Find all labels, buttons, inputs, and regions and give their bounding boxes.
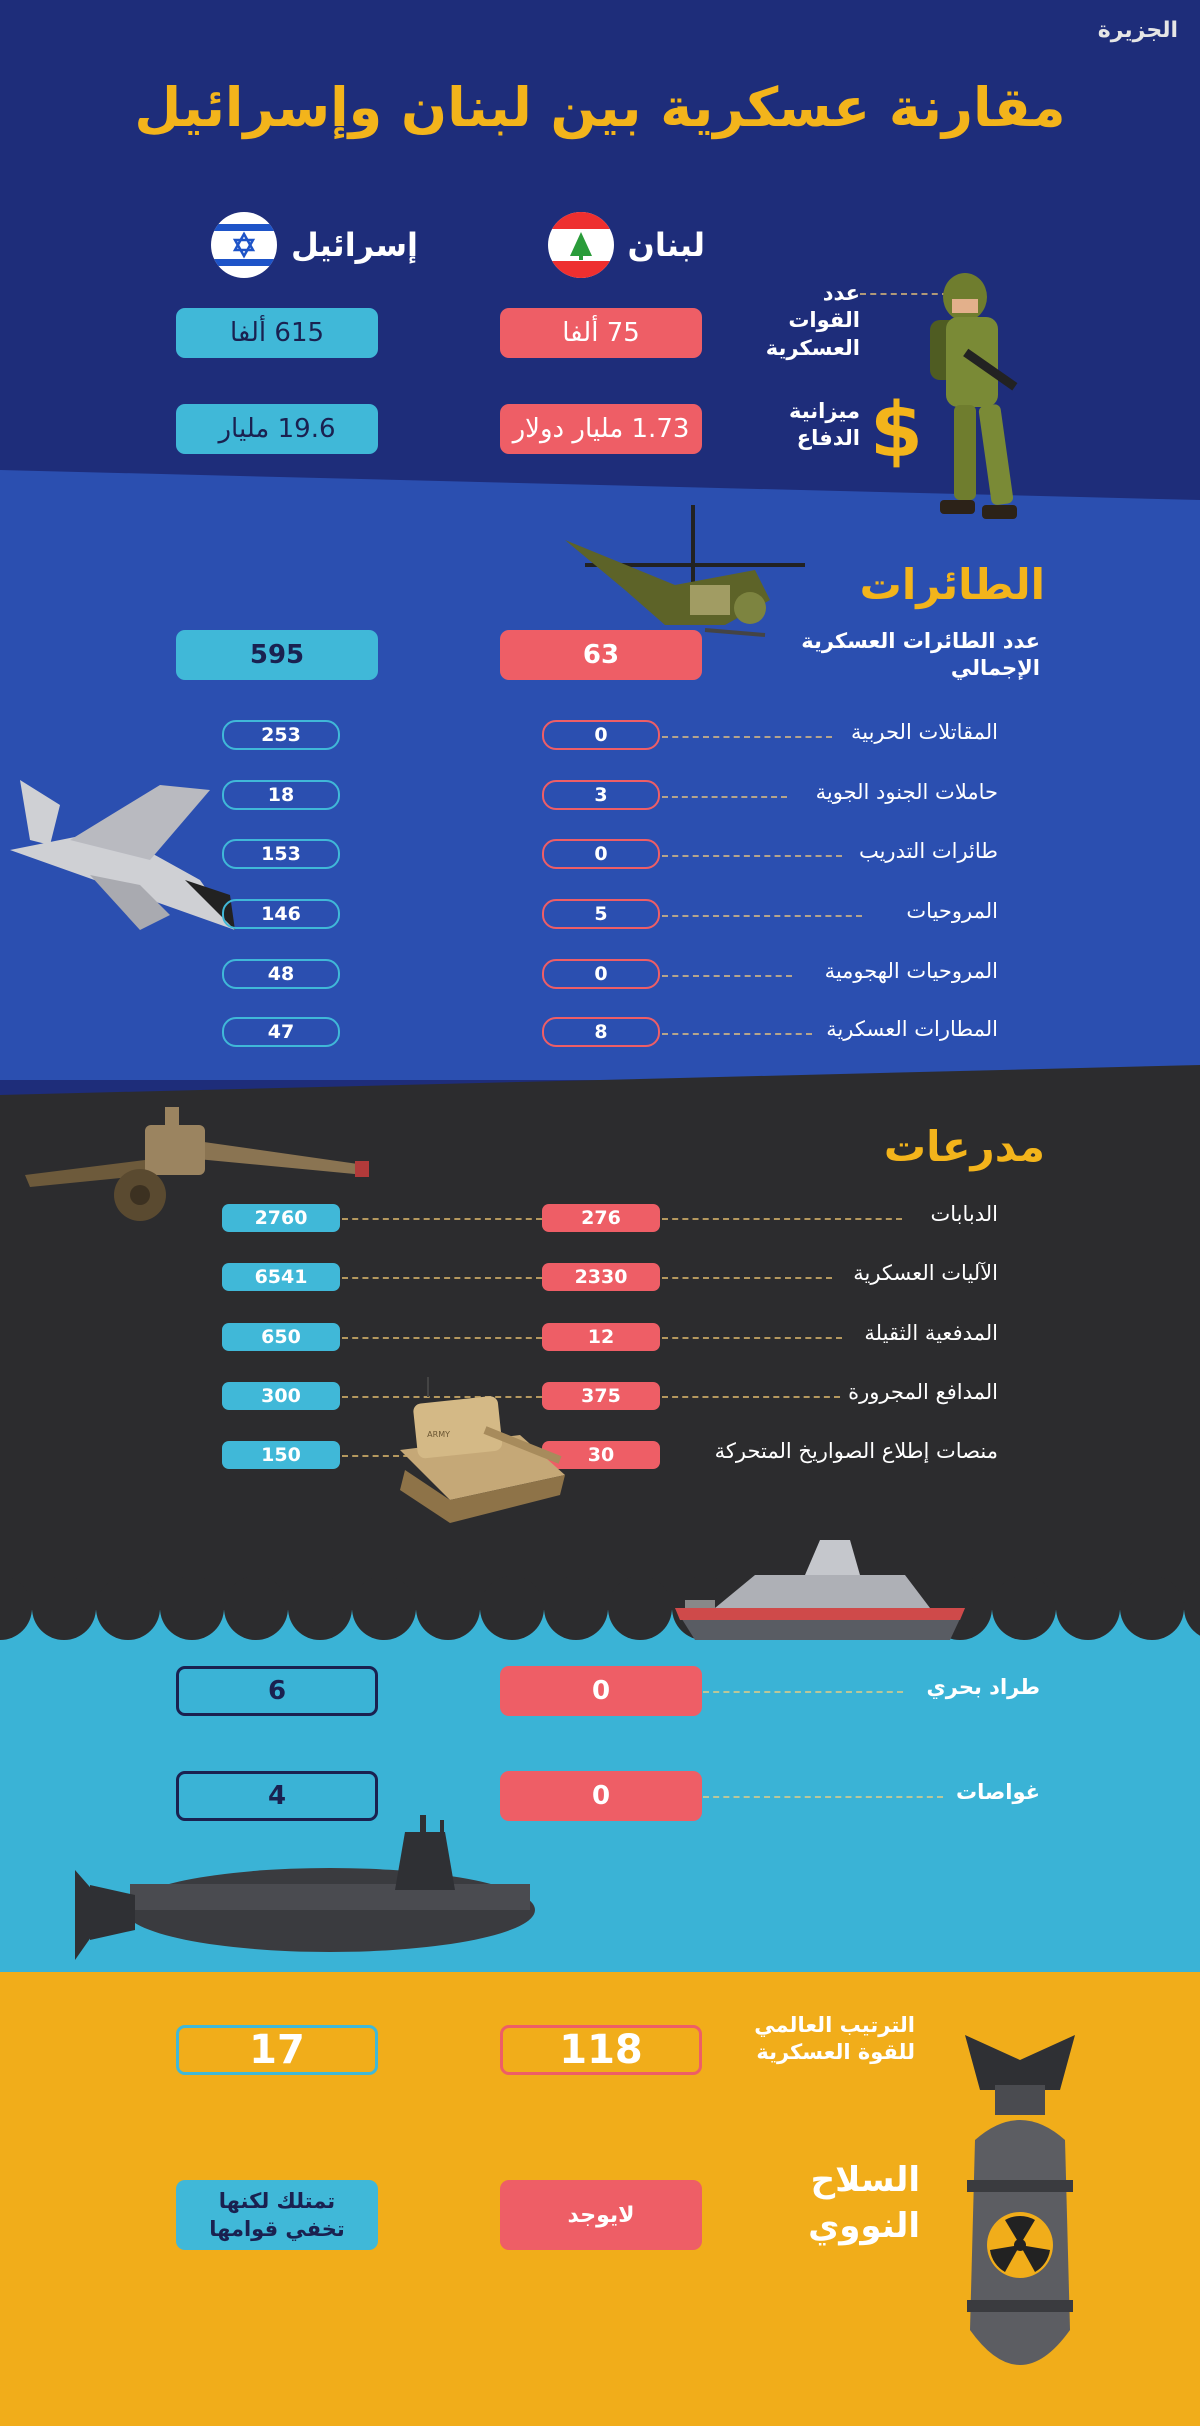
armor-row-lebanon: 276 (542, 1204, 660, 1232)
armor-row-connector (662, 1396, 840, 1398)
armor-row-label: الآليات العسكرية (853, 1261, 998, 1285)
naval-row-lebanon: 0 (500, 1771, 702, 1821)
aircraft-row-label: حاملات الجنود الجوية (815, 780, 998, 804)
aircraft-row-lebanon: 0 (542, 720, 660, 750)
israel-flag-icon (211, 212, 277, 278)
brand-logo: الجزيرة (1097, 18, 1178, 43)
armor-row-connector (662, 1337, 842, 1339)
naval-row (0, 1664, 1200, 1718)
aircraft-row-connector (662, 855, 842, 857)
armor-row-lebanon: 12 (542, 1323, 660, 1351)
armor-row-connector (662, 1277, 832, 1279)
page-title: مقارنة عسكرية بين لبنان وإسرائيل (134, 76, 1066, 139)
naval-row-label: طراد بحري (926, 1675, 1040, 1699)
tank-army-marking: ARMY (427, 1430, 450, 1439)
aircraft-row (0, 718, 1200, 754)
armor-row-label: منصات إطلاع الصواريخ المتحركة (714, 1439, 998, 1463)
aircraft-row-connector (662, 796, 787, 798)
armor-row-connector-mid (342, 1277, 542, 1279)
naval-row-lebanon: 0 (500, 1666, 702, 1716)
aircraft-row-label: المطارات العسكرية (826, 1017, 998, 1041)
aircraft-row (0, 837, 1200, 873)
aircraft-row-label: المروحيات (906, 899, 998, 923)
nuclear-bomb-icon (955, 2030, 1085, 2400)
country-name-lebanon: لبنان (627, 226, 705, 264)
aircraft-row-israel: 253 (222, 720, 340, 750)
aircraft-row (0, 957, 1200, 993)
ranking-israel: 17 (176, 2025, 378, 2075)
aircraft-row (0, 778, 1200, 814)
naval-row-connector (703, 1691, 903, 1693)
armor-row-label: الدبابات (930, 1202, 998, 1226)
armor-row (0, 1260, 1200, 1294)
ranking-label: الترتيب العالمي للقوة العسكرية (754, 2013, 915, 2065)
armor-row-israel: 150 (222, 1441, 340, 1469)
armor-row (0, 1201, 1200, 1235)
armor-heading: مدرعات (883, 1122, 1045, 1171)
aircraft-row-israel: 47 (222, 1017, 340, 1047)
ranking-lebanon: 118 (500, 2025, 702, 2075)
armor-row (0, 1438, 1200, 1472)
aircraft-row-connector (662, 736, 832, 738)
aircraft-row-israel: 146 (222, 899, 340, 929)
dollar-icon: $ (870, 385, 923, 474)
aircraft-row-lebanon: 8 (542, 1017, 660, 1047)
submarine-icon (70, 1810, 540, 1975)
troops-label: عدد القوات العسكرية (765, 281, 860, 360)
attack-helicopter-icon (555, 490, 815, 645)
warship-icon (675, 1530, 965, 1640)
israel-header (178, 212, 418, 278)
troops-lebanon-value: 75 ألفا (500, 308, 702, 358)
aircraft-row-lebanon: 0 (542, 839, 660, 869)
armor-row-lebanon: 375 (542, 1382, 660, 1410)
aircraft-total-israel: 595 (176, 630, 378, 680)
aircraft-row-israel: 48 (222, 959, 340, 989)
armor-row-connector-mid (342, 1337, 542, 1339)
nuclear-israel: تمتلك لكنها تخفي قوامها (176, 2180, 378, 2250)
naval-row-connector (703, 1796, 943, 1798)
naval-row-israel: 6 (176, 1666, 378, 1716)
aircraft-row-lebanon: 0 (542, 959, 660, 989)
aircraft-total-lebanon: 63 (500, 630, 702, 680)
armor-row-connector (662, 1218, 902, 1220)
aircraft-row-lebanon: 5 (542, 899, 660, 929)
naval-row-label: غواصات (956, 1780, 1040, 1804)
armor-row-israel: 6541 (222, 1263, 340, 1291)
aircraft-row-label: المقاتلات الحربية (850, 720, 998, 744)
armor-row-israel: 300 (222, 1382, 340, 1410)
armor-row-lebanon: 30 (542, 1441, 660, 1469)
naval-row-israel: 4 (176, 1771, 378, 1821)
armor-row-israel: 650 (222, 1323, 340, 1351)
aircraft-row-label: المروحيات الهجومية (824, 959, 998, 983)
aircraft-row-lebanon: 3 (542, 780, 660, 810)
armor-row (0, 1379, 1200, 1413)
armor-row-label: المدفعية الثقيلة (864, 1321, 998, 1345)
aircraft-row-connector (662, 915, 862, 917)
armor-row-lebanon: 2330 (542, 1263, 660, 1291)
nuclear-label: السلاح النووي (808, 2160, 920, 2246)
aircraft-row-israel: 18 (222, 780, 340, 810)
aircraft-row (0, 897, 1200, 933)
armor-row (0, 1320, 1200, 1354)
aircraft-row-connector (662, 1033, 812, 1035)
budget-israel-value: 19.6 مليار (176, 404, 378, 454)
budget-label: ميزانية الدفاع (788, 399, 860, 451)
budget-lebanon-value: 1.73 مليار دولار (500, 404, 702, 454)
armor-row-israel: 2760 (222, 1204, 340, 1232)
lebanon-flag-icon (548, 212, 614, 278)
country-name-israel: إسرائيل (291, 226, 418, 264)
troops-israel-value: 615 ألفا (176, 308, 378, 358)
aircraft-row-label: طائرات التدريب (858, 839, 998, 863)
armor-row-connector-mid (342, 1218, 542, 1220)
aircraft-heading: الطائرات (859, 560, 1045, 609)
aircraft-row-connector (662, 975, 792, 977)
lebanon-header (505, 212, 705, 278)
soldier-icon (910, 265, 1030, 540)
aircraft-row-israel: 153 (222, 839, 340, 869)
aircraft-row (0, 1015, 1200, 1051)
armor-row-label: المدافع المجرورة (848, 1380, 998, 1404)
tank-icon (390, 1375, 570, 1530)
aircraft-total-label: عدد الطائرات العسكرية الإجمالي (801, 629, 1040, 681)
nuclear-lebanon: لايوجد (500, 2180, 702, 2250)
